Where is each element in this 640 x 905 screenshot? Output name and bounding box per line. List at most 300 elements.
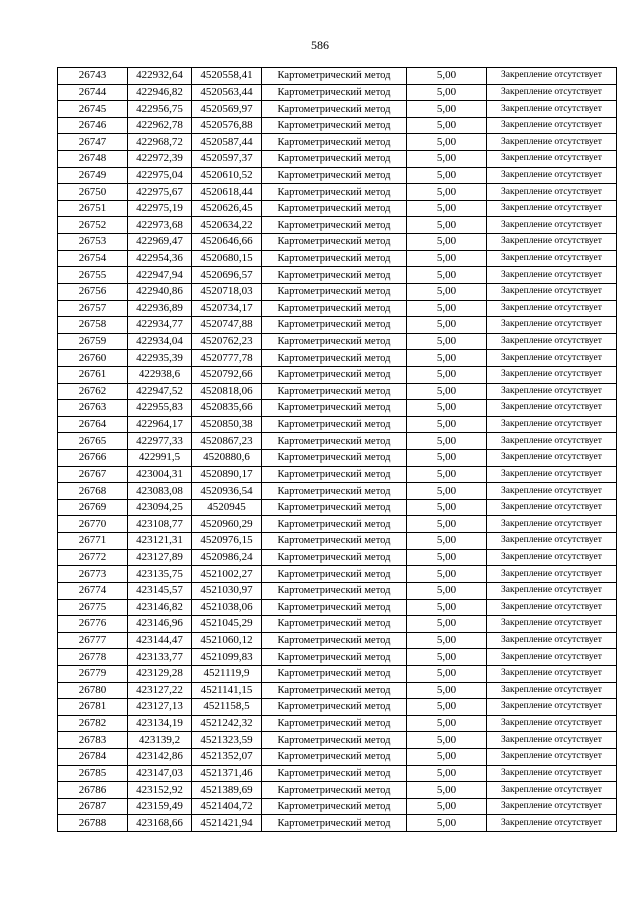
- method-cell: Картометрический метод: [262, 151, 407, 168]
- point-number-cell: 26766: [58, 450, 128, 467]
- accuracy-cell: 5,00: [407, 184, 487, 201]
- table-row: [58, 665, 617, 682]
- y-coordinate-cell: 4520976,15: [192, 533, 262, 550]
- table-row: [58, 732, 617, 749]
- point-number-cell: 26763: [58, 400, 128, 417]
- accuracy-cell: 5,00: [407, 549, 487, 566]
- table-row: [58, 68, 617, 85]
- accuracy-cell: 5,00: [407, 748, 487, 765]
- table-row: [58, 433, 617, 450]
- x-coordinate-cell: 422968,72: [128, 134, 192, 151]
- table-row: [58, 765, 617, 782]
- table-row: [58, 217, 617, 234]
- method-cell: Картометрический метод: [262, 317, 407, 334]
- point-number-cell: 26768: [58, 483, 128, 500]
- accuracy-cell: 5,00: [407, 283, 487, 300]
- x-coordinate-cell: 422975,67: [128, 184, 192, 201]
- x-coordinate-cell: 422954,36: [128, 250, 192, 267]
- method-cell: Картометрический метод: [262, 715, 407, 732]
- table-row: [58, 151, 617, 168]
- point-number-cell: 26755: [58, 267, 128, 284]
- fixation-cell: Закрепление отсутствует: [487, 732, 617, 749]
- y-coordinate-cell: 4520835,66: [192, 400, 262, 417]
- fixation-cell: Закрепление отсутствует: [487, 117, 617, 134]
- fixation-cell: Закрепление отсутствует: [487, 499, 617, 516]
- fixation-cell: Закрепление отсутствует: [487, 699, 617, 716]
- point-number-cell: 26747: [58, 134, 128, 151]
- point-number-cell: 26787: [58, 798, 128, 815]
- table-row: [58, 333, 617, 350]
- method-cell: Картометрический метод: [262, 433, 407, 450]
- table-row: [58, 499, 617, 516]
- accuracy-cell: 5,00: [407, 483, 487, 500]
- accuracy-cell: 5,00: [407, 200, 487, 217]
- fixation-cell: Закрепление отсутствует: [487, 765, 617, 782]
- table-row: [58, 383, 617, 400]
- fixation-cell: Закрепление отсутствует: [487, 483, 617, 500]
- point-number-cell: 26752: [58, 217, 128, 234]
- accuracy-cell: 5,00: [407, 333, 487, 350]
- method-cell: Картометрический метод: [262, 499, 407, 516]
- accuracy-cell: 5,00: [407, 267, 487, 284]
- x-coordinate-cell: 423134,19: [128, 715, 192, 732]
- point-number-cell: 26756: [58, 283, 128, 300]
- table-row: [58, 117, 617, 134]
- x-coordinate-cell: 423135,75: [128, 566, 192, 583]
- table-row: [58, 566, 617, 583]
- y-coordinate-cell: 4520986,24: [192, 549, 262, 566]
- fixation-cell: Закрепление отсутствует: [487, 450, 617, 467]
- method-cell: Картометрический метод: [262, 699, 407, 716]
- y-coordinate-cell: 4520618,44: [192, 184, 262, 201]
- y-coordinate-cell: 4520696,57: [192, 267, 262, 284]
- method-cell: Картометрический метод: [262, 84, 407, 101]
- accuracy-cell: 5,00: [407, 699, 487, 716]
- table-row: [58, 101, 617, 118]
- method-cell: Картометрический метод: [262, 450, 407, 467]
- table-row: [58, 483, 617, 500]
- accuracy-cell: 5,00: [407, 732, 487, 749]
- x-coordinate-cell: 423083,08: [128, 483, 192, 500]
- method-cell: Картометрический метод: [262, 549, 407, 566]
- fixation-cell: Закрепление отсутствует: [487, 283, 617, 300]
- method-cell: Картометрический метод: [262, 815, 407, 832]
- point-number-cell: 26762: [58, 383, 128, 400]
- table-row: [58, 184, 617, 201]
- fixation-cell: Закрепление отсутствует: [487, 782, 617, 799]
- accuracy-cell: 5,00: [407, 450, 487, 467]
- method-cell: Картометрический метод: [262, 333, 407, 350]
- table-row: [58, 815, 617, 832]
- y-coordinate-cell: 4520777,78: [192, 350, 262, 367]
- fixation-cell: Закрепление отсутствует: [487, 350, 617, 367]
- point-number-cell: 26781: [58, 699, 128, 716]
- accuracy-cell: 5,00: [407, 516, 487, 533]
- y-coordinate-cell: 4521045,29: [192, 616, 262, 633]
- point-number-cell: 26754: [58, 250, 128, 267]
- x-coordinate-cell: 423159,49: [128, 798, 192, 815]
- y-coordinate-cell: 4520867,23: [192, 433, 262, 450]
- table-row: [58, 350, 617, 367]
- y-coordinate-cell: 4521242,32: [192, 715, 262, 732]
- method-cell: Картометрический метод: [262, 383, 407, 400]
- accuracy-cell: 5,00: [407, 416, 487, 433]
- table-row: [58, 582, 617, 599]
- x-coordinate-cell: 422964,17: [128, 416, 192, 433]
- fixation-cell: Закрепление отсутствует: [487, 333, 617, 350]
- accuracy-cell: 5,00: [407, 167, 487, 184]
- point-number-cell: 26775: [58, 599, 128, 616]
- x-coordinate-cell: 422955,83: [128, 400, 192, 417]
- x-coordinate-cell: 422935,39: [128, 350, 192, 367]
- x-coordinate-cell: 423127,22: [128, 682, 192, 699]
- fixation-cell: Закрепление отсутствует: [487, 599, 617, 616]
- point-number-cell: 26782: [58, 715, 128, 732]
- y-coordinate-cell: 4520945: [192, 499, 262, 516]
- table-row: [58, 616, 617, 633]
- fixation-cell: Закрепление отсутствует: [487, 616, 617, 633]
- table-row: [58, 300, 617, 317]
- method-cell: Картометрический метод: [262, 798, 407, 815]
- method-cell: Картометрический метод: [262, 217, 407, 234]
- y-coordinate-cell: 4520597,37: [192, 151, 262, 168]
- fixation-cell: Закрепление отсутствует: [487, 549, 617, 566]
- x-coordinate-cell: 423127,13: [128, 699, 192, 716]
- point-number-cell: 26749: [58, 167, 128, 184]
- y-coordinate-cell: 4521421,94: [192, 815, 262, 832]
- accuracy-cell: 5,00: [407, 765, 487, 782]
- accuracy-cell: 5,00: [407, 616, 487, 633]
- method-cell: Картометрический метод: [262, 649, 407, 666]
- x-coordinate-cell: 422947,52: [128, 383, 192, 400]
- fixation-cell: Закрепление отсутствует: [487, 665, 617, 682]
- point-number-cell: 26744: [58, 84, 128, 101]
- fixation-cell: Закрепление отсутствует: [487, 383, 617, 400]
- fixation-cell: Закрепление отсутствует: [487, 317, 617, 334]
- table-row: [58, 699, 617, 716]
- accuracy-cell: 5,00: [407, 250, 487, 267]
- method-cell: Картометрический метод: [262, 682, 407, 699]
- x-coordinate-cell: 422947,94: [128, 267, 192, 284]
- y-coordinate-cell: 4520576,88: [192, 117, 262, 134]
- method-cell: Картометрический метод: [262, 533, 407, 550]
- x-coordinate-cell: 423147,03: [128, 765, 192, 782]
- x-coordinate-cell: 422975,19: [128, 200, 192, 217]
- method-cell: Картометрический метод: [262, 101, 407, 118]
- y-coordinate-cell: 4520718,03: [192, 283, 262, 300]
- fixation-cell: Закрепление отсутствует: [487, 416, 617, 433]
- x-coordinate-cell: 423144,47: [128, 632, 192, 649]
- method-cell: Картометрический метод: [262, 350, 407, 367]
- x-coordinate-cell: 423133,77: [128, 649, 192, 666]
- x-coordinate-cell: 423146,82: [128, 599, 192, 616]
- method-cell: Картометрический метод: [262, 283, 407, 300]
- table-row: [58, 516, 617, 533]
- fixation-cell: Закрепление отсутствует: [487, 400, 617, 417]
- coordinates-table: [57, 67, 617, 832]
- accuracy-cell: 5,00: [407, 383, 487, 400]
- table-row: [58, 200, 617, 217]
- method-cell: Картометрический метод: [262, 267, 407, 284]
- fixation-cell: Закрепление отсутствует: [487, 184, 617, 201]
- method-cell: Картометрический метод: [262, 765, 407, 782]
- method-cell: Картометрический метод: [262, 400, 407, 417]
- fixation-cell: Закрепление отсутствует: [487, 433, 617, 450]
- accuracy-cell: 5,00: [407, 682, 487, 699]
- point-number-cell: 26759: [58, 333, 128, 350]
- point-number-cell: 26751: [58, 200, 128, 217]
- x-coordinate-cell: 422938,6: [128, 366, 192, 383]
- point-number-cell: 26783: [58, 732, 128, 749]
- accuracy-cell: 5,00: [407, 84, 487, 101]
- accuracy-cell: 5,00: [407, 715, 487, 732]
- accuracy-cell: 5,00: [407, 632, 487, 649]
- accuracy-cell: 5,00: [407, 151, 487, 168]
- accuracy-cell: 5,00: [407, 599, 487, 616]
- y-coordinate-cell: 4521352,07: [192, 748, 262, 765]
- y-coordinate-cell: 4520792,66: [192, 366, 262, 383]
- accuracy-cell: 5,00: [407, 217, 487, 234]
- fixation-cell: Закрепление отсутствует: [487, 466, 617, 483]
- x-coordinate-cell: 422932,64: [128, 68, 192, 85]
- y-coordinate-cell: 4520634,22: [192, 217, 262, 234]
- table-row: [58, 549, 617, 566]
- fixation-cell: Закрепление отсутствует: [487, 68, 617, 85]
- accuracy-cell: 5,00: [407, 317, 487, 334]
- accuracy-cell: 5,00: [407, 499, 487, 516]
- y-coordinate-cell: 4521323,59: [192, 732, 262, 749]
- table-row: [58, 84, 617, 101]
- y-coordinate-cell: 4521371,46: [192, 765, 262, 782]
- method-cell: Картометрический метод: [262, 732, 407, 749]
- method-cell: Картометрический метод: [262, 250, 407, 267]
- method-cell: Картометрический метод: [262, 665, 407, 682]
- fixation-cell: Закрепление отсутствует: [487, 715, 617, 732]
- table-row: [58, 366, 617, 383]
- accuracy-cell: 5,00: [407, 366, 487, 383]
- x-coordinate-cell: 423094,25: [128, 499, 192, 516]
- method-cell: Картометрический метод: [262, 200, 407, 217]
- accuracy-cell: 5,00: [407, 466, 487, 483]
- fixation-cell: Закрепление отсутствует: [487, 815, 617, 832]
- fixation-cell: Закрепление отсутствует: [487, 582, 617, 599]
- accuracy-cell: 5,00: [407, 300, 487, 317]
- method-cell: Картометрический метод: [262, 68, 407, 85]
- x-coordinate-cell: 422972,39: [128, 151, 192, 168]
- point-number-cell: 26772: [58, 549, 128, 566]
- fixation-cell: Закрепление отсутствует: [487, 300, 617, 317]
- point-number-cell: 26770: [58, 516, 128, 533]
- table-row: [58, 715, 617, 732]
- accuracy-cell: 5,00: [407, 101, 487, 118]
- table-row: [58, 283, 617, 300]
- table-row: [58, 250, 617, 267]
- fixation-cell: Закрепление отсутствует: [487, 649, 617, 666]
- y-coordinate-cell: 4521119,9: [192, 665, 262, 682]
- y-coordinate-cell: 4520890,17: [192, 466, 262, 483]
- method-cell: Картометрический метод: [262, 300, 407, 317]
- y-coordinate-cell: 4520646,66: [192, 234, 262, 251]
- x-coordinate-cell: 422940,86: [128, 283, 192, 300]
- x-coordinate-cell: 423004,31: [128, 466, 192, 483]
- point-number-cell: 26760: [58, 350, 128, 367]
- fixation-cell: Закрепление отсутствует: [487, 267, 617, 284]
- accuracy-cell: 5,00: [407, 533, 487, 550]
- table-row: [58, 134, 617, 151]
- x-coordinate-cell: 422975,04: [128, 167, 192, 184]
- fixation-cell: Закрепление отсутствует: [487, 84, 617, 101]
- point-number-cell: 26786: [58, 782, 128, 799]
- point-number-cell: 26777: [58, 632, 128, 649]
- accuracy-cell: 5,00: [407, 68, 487, 85]
- method-cell: Картометрический метод: [262, 466, 407, 483]
- method-cell: Картометрический метод: [262, 632, 407, 649]
- y-coordinate-cell: 4521141,15: [192, 682, 262, 699]
- y-coordinate-cell: 4521389,69: [192, 782, 262, 799]
- accuracy-cell: 5,00: [407, 649, 487, 666]
- method-cell: Картометрический метод: [262, 599, 407, 616]
- method-cell: Картометрический метод: [262, 416, 407, 433]
- point-number-cell: 26774: [58, 582, 128, 599]
- point-number-cell: 26776: [58, 616, 128, 633]
- fixation-cell: Закрепление отсутствует: [487, 632, 617, 649]
- table-row: [58, 798, 617, 815]
- y-coordinate-cell: 4521038,06: [192, 599, 262, 616]
- accuracy-cell: 5,00: [407, 433, 487, 450]
- y-coordinate-cell: 4521404,72: [192, 798, 262, 815]
- point-number-cell: 26764: [58, 416, 128, 433]
- x-coordinate-cell: 422977,33: [128, 433, 192, 450]
- fixation-cell: Закрепление отсутствует: [487, 167, 617, 184]
- method-cell: Картометрический метод: [262, 582, 407, 599]
- point-number-cell: 26771: [58, 533, 128, 550]
- table-row: [58, 632, 617, 649]
- y-coordinate-cell: 4520569,97: [192, 101, 262, 118]
- fixation-cell: Закрепление отсутствует: [487, 250, 617, 267]
- fixation-cell: Закрепление отсутствует: [487, 200, 617, 217]
- fixation-cell: Закрепление отсутствует: [487, 101, 617, 118]
- table-row: [58, 682, 617, 699]
- accuracy-cell: 5,00: [407, 582, 487, 599]
- point-number-cell: 26753: [58, 234, 128, 251]
- y-coordinate-cell: 4520850,38: [192, 416, 262, 433]
- method-cell: Картометрический метод: [262, 134, 407, 151]
- accuracy-cell: 5,00: [407, 566, 487, 583]
- accuracy-cell: 5,00: [407, 782, 487, 799]
- point-number-cell: 26778: [58, 649, 128, 666]
- point-number-cell: 26784: [58, 748, 128, 765]
- point-number-cell: 26748: [58, 151, 128, 168]
- method-cell: Картометрический метод: [262, 566, 407, 583]
- table-row: [58, 599, 617, 616]
- fixation-cell: Закрепление отсутствует: [487, 151, 617, 168]
- x-coordinate-cell: 423108,77: [128, 516, 192, 533]
- method-cell: Картометрический метод: [262, 117, 407, 134]
- method-cell: Картометрический метод: [262, 483, 407, 500]
- method-cell: Картометрический метод: [262, 748, 407, 765]
- fixation-cell: Закрепление отсутствует: [487, 798, 617, 815]
- x-coordinate-cell: 422934,77: [128, 317, 192, 334]
- fixation-cell: Закрепление отсутствует: [487, 748, 617, 765]
- y-coordinate-cell: 4520558,41: [192, 68, 262, 85]
- y-coordinate-cell: 4520680,15: [192, 250, 262, 267]
- table-row: [58, 450, 617, 467]
- x-coordinate-cell: 423127,89: [128, 549, 192, 566]
- table-row: [58, 649, 617, 666]
- method-cell: Картометрический метод: [262, 234, 407, 251]
- accuracy-cell: 5,00: [407, 350, 487, 367]
- point-number-cell: 26745: [58, 101, 128, 118]
- y-coordinate-cell: 4521158,5: [192, 699, 262, 716]
- x-coordinate-cell: 422934,04: [128, 333, 192, 350]
- x-coordinate-cell: 422991,5: [128, 450, 192, 467]
- point-number-cell: 26757: [58, 300, 128, 317]
- table-row: [58, 466, 617, 483]
- table-row: [58, 317, 617, 334]
- y-coordinate-cell: 4520818,06: [192, 383, 262, 400]
- accuracy-cell: 5,00: [407, 117, 487, 134]
- x-coordinate-cell: 423152,92: [128, 782, 192, 799]
- fixation-cell: Закрепление отсутствует: [487, 134, 617, 151]
- x-coordinate-cell: 423142,86: [128, 748, 192, 765]
- table-row: [58, 416, 617, 433]
- x-coordinate-cell: 422956,75: [128, 101, 192, 118]
- fixation-cell: Закрепление отсутствует: [487, 533, 617, 550]
- x-coordinate-cell: 422962,78: [128, 117, 192, 134]
- table-row: [58, 533, 617, 550]
- accuracy-cell: 5,00: [407, 815, 487, 832]
- point-number-cell: 26743: [58, 68, 128, 85]
- fixation-cell: Закрепление отсутствует: [487, 234, 617, 251]
- table-row: [58, 267, 617, 284]
- method-cell: Картометрический метод: [262, 782, 407, 799]
- table-row: [58, 167, 617, 184]
- point-number-cell: 26779: [58, 665, 128, 682]
- y-coordinate-cell: 4520960,29: [192, 516, 262, 533]
- y-coordinate-cell: 4521060,12: [192, 632, 262, 649]
- point-number-cell: 26746: [58, 117, 128, 134]
- accuracy-cell: 5,00: [407, 400, 487, 417]
- point-number-cell: 26785: [58, 765, 128, 782]
- y-coordinate-cell: 4520610,52: [192, 167, 262, 184]
- point-number-cell: 26758: [58, 317, 128, 334]
- table-row: [58, 400, 617, 417]
- accuracy-cell: 5,00: [407, 234, 487, 251]
- point-number-cell: 26767: [58, 466, 128, 483]
- method-cell: Картометрический метод: [262, 516, 407, 533]
- method-cell: Картометрический метод: [262, 167, 407, 184]
- point-number-cell: 26773: [58, 566, 128, 583]
- y-coordinate-cell: 4521002,27: [192, 566, 262, 583]
- y-coordinate-cell: 4520747,88: [192, 317, 262, 334]
- x-coordinate-cell: 423168,66: [128, 815, 192, 832]
- x-coordinate-cell: 423121,31: [128, 533, 192, 550]
- point-number-cell: 26761: [58, 366, 128, 383]
- point-number-cell: 26788: [58, 815, 128, 832]
- page-number: 586: [311, 38, 329, 52]
- fixation-cell: Закрепление отсутствует: [487, 682, 617, 699]
- fixation-cell: Закрепление отсутствует: [487, 566, 617, 583]
- x-coordinate-cell: 423145,57: [128, 582, 192, 599]
- x-coordinate-cell: 422946,82: [128, 84, 192, 101]
- x-coordinate-cell: 422973,68: [128, 217, 192, 234]
- method-cell: Картометрический метод: [262, 184, 407, 201]
- method-cell: Картометрический метод: [262, 616, 407, 633]
- x-coordinate-cell: 422969,47: [128, 234, 192, 251]
- y-coordinate-cell: 4520734,17: [192, 300, 262, 317]
- table-row: [58, 748, 617, 765]
- method-cell: Картометрический метод: [262, 366, 407, 383]
